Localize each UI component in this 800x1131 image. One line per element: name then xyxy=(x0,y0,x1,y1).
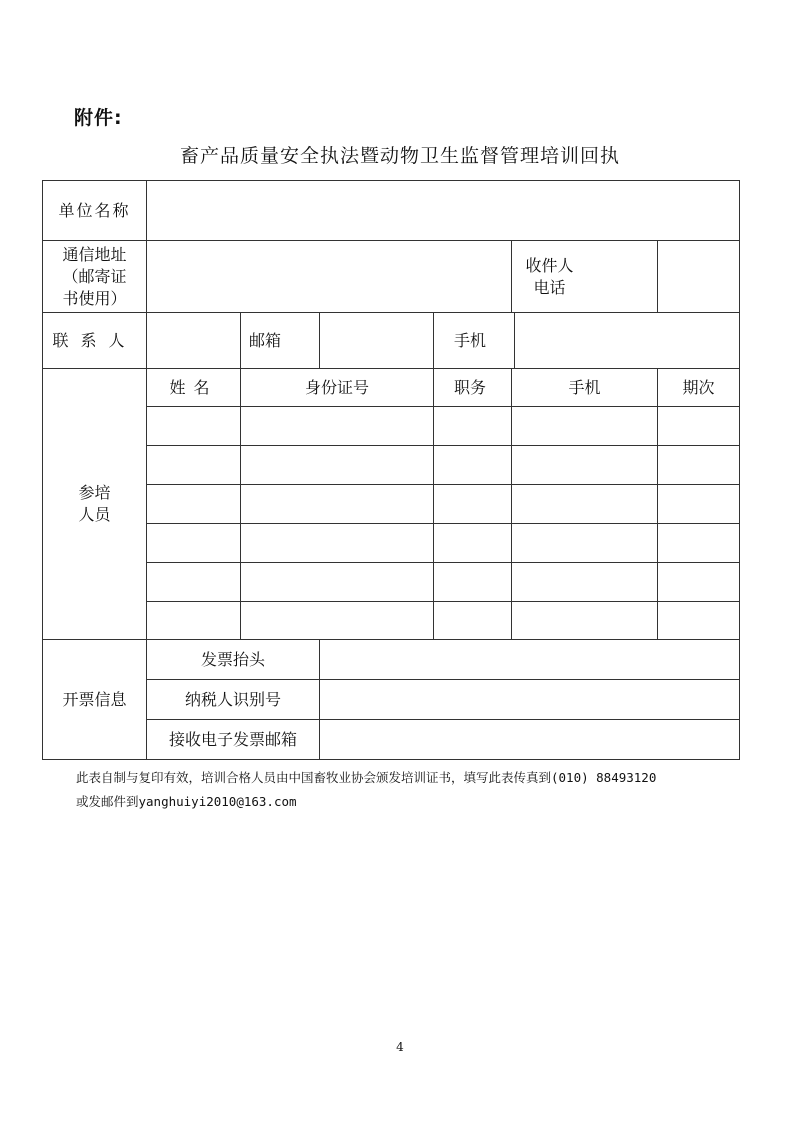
address-row xyxy=(43,241,740,313)
participant-mobile-cell[interactable] xyxy=(512,446,658,485)
footer-note xyxy=(76,766,756,814)
participant-mobile-cell[interactable] xyxy=(512,563,658,602)
participant-row xyxy=(43,563,740,602)
participant-id-cell[interactable] xyxy=(241,407,434,446)
participant-name-cell[interactable] xyxy=(147,485,241,524)
participants-header-row xyxy=(43,369,740,407)
participant-id-cell[interactable] xyxy=(241,602,434,640)
participant-position-cell[interactable] xyxy=(434,446,512,485)
participant-session-cell[interactable] xyxy=(658,524,740,563)
page-number: 4 xyxy=(396,1040,404,1054)
participant-mobile-cell[interactable] xyxy=(512,524,658,563)
participant-session-cell[interactable] xyxy=(658,563,740,602)
attachment-label: 附件: xyxy=(74,107,123,129)
email-label: 邮箱 xyxy=(241,313,320,369)
contact-label: 联系人 xyxy=(43,313,147,369)
participant-row xyxy=(43,446,740,485)
participant-position-cell[interactable] xyxy=(434,485,512,524)
contact-field[interactable] xyxy=(147,313,241,369)
unit-name-label: 单位名称 xyxy=(43,181,147,241)
participants-label xyxy=(43,369,147,640)
participant-session-cell[interactable] xyxy=(658,446,740,485)
address-label-line1: 通信地址 xyxy=(62,244,127,264)
form-title: 畜产品质量安全执法暨动物卫生监督管理培训回执 xyxy=(179,145,620,167)
address-label-line2: （邮寄证 xyxy=(62,266,127,286)
unit-name-field[interactable] xyxy=(147,181,740,241)
participants-label-line1: 参培 xyxy=(78,483,111,502)
participant-mobile-cell[interactable] xyxy=(512,407,658,446)
recipient-label-line1: 收件人 xyxy=(525,255,574,275)
column-mobile: 手机 xyxy=(512,369,658,407)
participant-id-cell[interactable] xyxy=(241,446,434,485)
invoice-label: 开票信息 xyxy=(43,640,147,760)
participant-session-cell[interactable] xyxy=(658,407,740,446)
participant-name-cell[interactable] xyxy=(147,563,241,602)
participant-name-cell[interactable] xyxy=(147,407,241,446)
contact-row xyxy=(43,313,740,369)
participant-name-cell[interactable] xyxy=(147,446,241,485)
email-field[interactable] xyxy=(320,313,434,369)
taxpayer-id-field[interactable] xyxy=(320,680,740,720)
participant-session-cell[interactable] xyxy=(658,602,740,640)
column-name: 姓名 xyxy=(147,369,241,407)
mobile-field[interactable] xyxy=(515,313,740,369)
participant-row xyxy=(43,524,740,563)
participant-session-cell[interactable] xyxy=(658,485,740,524)
participant-row xyxy=(43,485,740,524)
address-label xyxy=(43,241,147,313)
unit-name-row xyxy=(43,181,740,241)
participant-position-cell[interactable] xyxy=(434,407,512,446)
participant-position-cell[interactable] xyxy=(434,602,512,640)
address-label-line3: 书使用） xyxy=(62,288,127,308)
recipient-phone-label xyxy=(512,241,658,313)
recipient-phone-field[interactable] xyxy=(658,241,740,313)
column-position: 职务 xyxy=(434,369,512,407)
invoice-title-field[interactable] xyxy=(320,640,740,680)
mobile-label: 手机 xyxy=(434,313,515,369)
invoice-title-row xyxy=(43,640,740,680)
taxpayer-id-label: 纳税人识别号 xyxy=(147,680,320,720)
taxpayer-id-row xyxy=(43,680,740,720)
participant-id-cell[interactable] xyxy=(241,485,434,524)
footer-note-line2: 或发邮件到yanghuiyi2010@163.com xyxy=(76,794,297,809)
participants-label-line2: 人员 xyxy=(78,505,111,524)
invoice-email-field[interactable] xyxy=(320,720,740,760)
participant-id-cell[interactable] xyxy=(241,563,434,602)
participant-id-cell[interactable] xyxy=(241,524,434,563)
invoice-title-label: 发票抬头 xyxy=(147,640,320,680)
participant-name-cell[interactable] xyxy=(147,602,241,640)
footer-note-line1: 此表自制与复印有效，培训合格人员由中国畜牧业协会颁发培训证书，填写此表传真到(010) 88493120 xyxy=(76,770,657,785)
invoice-email-label: 接收电子发票邮箱 xyxy=(147,720,320,760)
participant-mobile-cell[interactable] xyxy=(512,602,658,640)
participant-position-cell[interactable] xyxy=(434,563,512,602)
participant-row xyxy=(43,602,740,640)
participant-row xyxy=(43,407,740,446)
participant-name-cell[interactable] xyxy=(147,524,241,563)
receipt-form-table xyxy=(42,180,740,760)
participant-mobile-cell[interactable] xyxy=(512,485,658,524)
column-id-number: 身份证号 xyxy=(241,369,434,407)
participant-position-cell[interactable] xyxy=(434,524,512,563)
column-session: 期次 xyxy=(658,369,740,407)
address-field[interactable] xyxy=(147,241,512,313)
recipient-label-line2: 电话 xyxy=(533,277,566,297)
invoice-email-row xyxy=(43,720,740,760)
